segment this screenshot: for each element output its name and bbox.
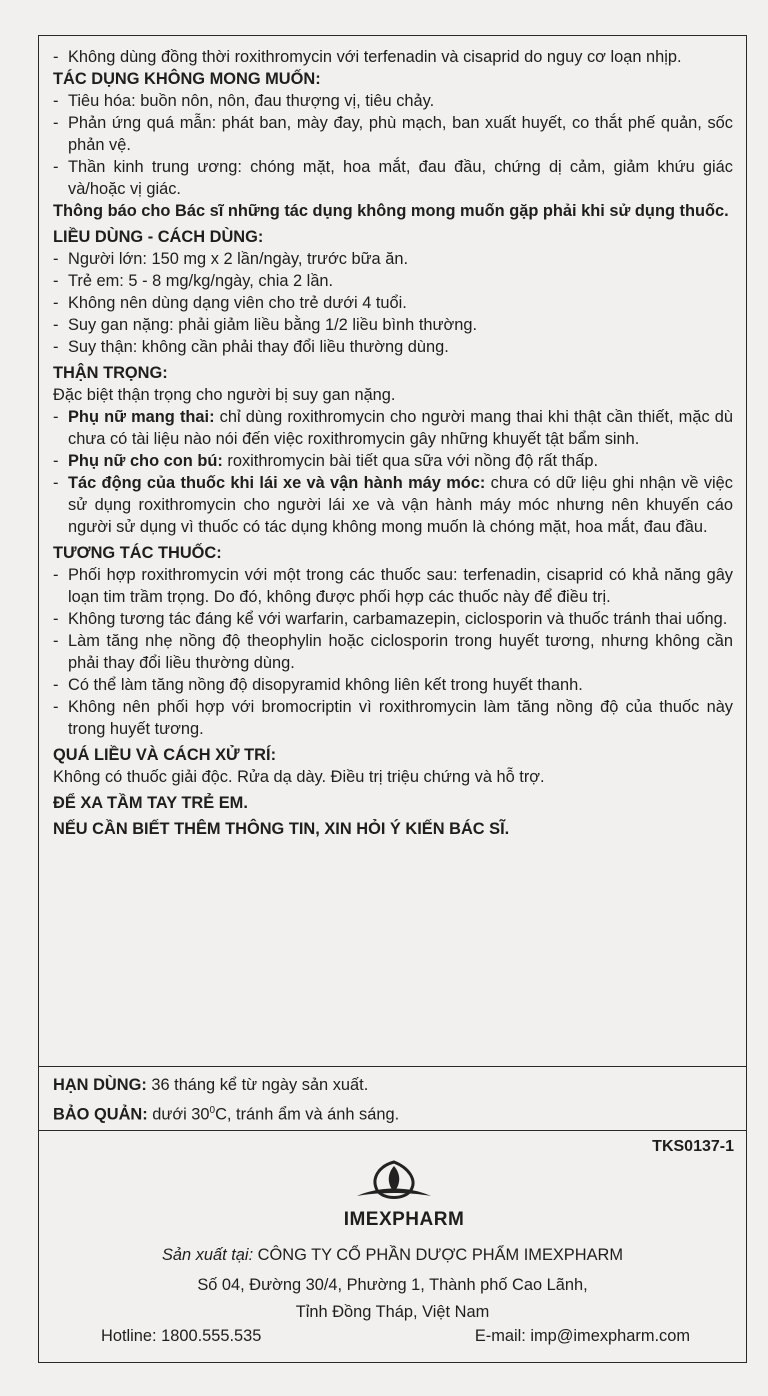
email: E-mail: imp@imexpharm.com [474,1327,690,1345]
expiry-text: 36 tháng kể từ ngày sản xuất. [146,1076,369,1094]
adverse-item: - Phản ứng quá mẫn: phát ban, mày đay, phù mạch, ban xuất huyết, co thắt phế quản, sốc phản vệ. [53,112,733,156]
hotline: Hotline: 1800.555.535 [101,1327,262,1345]
interactions-title: TƯƠNG TÁC THUỐC: [53,544,222,562]
caution-label: Tác động của thuốc khi lái xe và vận hành máy móc: [68,474,486,492]
maker-name: CÔNG TY CỔ PHẦN DƯỢC PHẨM IMEXPHARM [253,1246,623,1264]
adverse-item: - Thần kinh trung ương: chóng mặt, hoa mắt, đau đầu, chứng dị cảm, giảm khứu giác và/hoặc vị giác. [53,156,733,200]
caution-text: chỉ dùng roxithromycin cho người mang thai khi thật cần thiết, mặc dù chưa có tài liệu nào nói đến việc roxithromycin gây những khuyết tật bẩm sinh. [68,408,734,448]
warning-doctor: NẾU CẦN BIẾT THÊM THÔNG TIN, XIN HỎI Ý KIẾN BÁC SĨ. [53,820,510,838]
caution-text: roxithromycin bài tiết qua sữa với nồng độ rất thấp. [222,452,599,470]
leaflet-sheet [38,35,747,1363]
divider-bottom [39,1130,746,1131]
caution-title: THẬN TRỌNG: [53,364,168,382]
degree-mark: 0 [209,1105,216,1116]
caution-label: Phụ nữ cho con bú: [68,452,223,470]
divider-top [39,1066,746,1067]
expiry-line [53,1074,733,1096]
interaction-item: - Làm tăng nhẹ nồng độ theophylin hoặc ciclosporin trong huyết tương, nhưng không cần phải thay đổi liều thường dùng. [53,630,733,674]
storage-label: BẢO QUẢN: [53,1105,148,1124]
imexpharm-logo-icon [349,1156,439,1213]
interaction-item: - Có thể làm tăng nồng độ disopyramid không liên kết trong huyết thanh. [53,674,733,696]
expiry-storage [53,1074,733,1125]
storage-text: dưới 30 [147,1105,210,1124]
caution-item [53,472,733,538]
expiry-label: HẠN DÙNG: [53,1076,147,1094]
storage-text-after: C, tránh ẩm và ánh sáng. [215,1105,400,1124]
caution-label: Phụ nữ mang thai: [68,408,215,426]
document-code: TKS0137-1 [652,1138,734,1155]
dosage-item: - Người lớn: 150 mg x 2 lần/ngày, trước bữa ăn. [53,248,733,270]
adverse-item: - Tiêu hóa: buồn nôn, nôn, đau thượng vị, tiêu chảy. [53,90,733,112]
interaction-item: - Phối hợp roxithromycin với một trong các thuốc sau: terfenadin, cisaprid có khả năng gây loạn tim trầm trọng. Do đó, không được phối hợp các thuốc này để điều trị. [53,564,733,608]
adverse-title: TÁC DỤNG KHÔNG MONG MUỐN: [53,70,321,88]
caution-text: chưa có dữ liệu ghi nhận về việc sử dụng roxithromycin cho người lái xe và vận hành máy móc nhưng nên khuyến cáo người sử dụng vì thuốc có tác dụng không mong muốn là chóng mặt, hoa mắt, đau đầu. [68,474,733,536]
caution-item [53,450,733,472]
dosage-item: - Không nên dùng dạng viên cho trẻ dưới 4 tuổi. [53,292,733,314]
caution-item [53,406,733,450]
interaction-item: - Không tương tác đáng kể với warfarin, carbamazepin, ciclosporin và thuốc tránh thai uống. [53,608,733,630]
adverse-notice: Thông báo cho Bác sĩ những tác dụng không mong muốn gặp phải khi sử dụng thuốc. [53,202,729,220]
maker-label: Sản xuất tại: [162,1246,254,1264]
warning-children: ĐỂ XA TẦM TAY TRẺ EM. [53,794,248,812]
brand-name: IMEXPHARM [343,1209,465,1230]
overdose-title: QUÁ LIỀU VÀ CÁCH XỬ TRÍ: [53,746,277,764]
address-line-2: Tỉnh Đồng Tháp, Việt Nam [295,1303,490,1321]
intro-bullet: - Không dùng đồng thời roxithromycin với terfenadin và cisaprid do nguy cơ loạn nhịp. [53,46,733,68]
interaction-item: - Không nên phối hợp với bromocriptin vì roxithromycin làm tăng nồng độ của thuốc này trong huyết tương. [53,696,733,740]
dosage-item: - Trẻ em: 5 - 8 mg/kg/ngày, chia 2 lần. [53,270,733,292]
dosage-item: - Suy thận: không cần phải thay đổi liều thường dùng. [53,336,733,358]
dosage-title: LIỀU DÙNG - CÁCH DÙNG: [53,228,264,246]
leaflet-content [53,46,733,840]
address-line-1: Số 04, Đường 30/4, Phường 1, Thành phố Cao Lãnh, [197,1276,588,1294]
overdose-text: Không có thuốc giải độc. Rửa dạ dày. Điều trị triệu chứng và hỗ trợ. [53,768,545,786]
maker-line [39,1244,746,1266]
dosage-item: - Suy gan nặng: phải giảm liều bằng 1/2 liều bình thường. [53,314,733,336]
storage-line [53,1100,733,1125]
caution-intro: Đặc biệt thận trọng cho người bị suy gan nặng. [53,386,396,404]
